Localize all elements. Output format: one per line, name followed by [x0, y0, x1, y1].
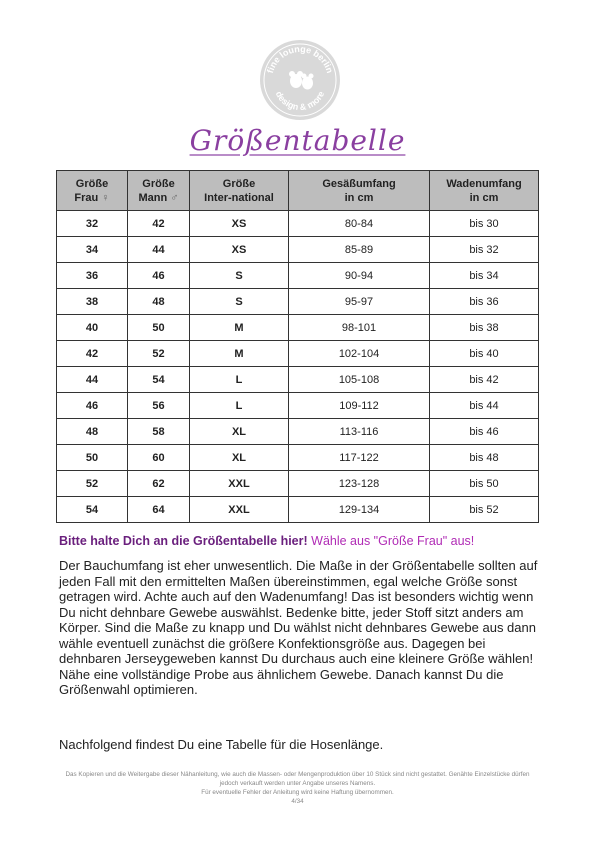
cell-hip: 80-84 — [289, 211, 430, 237]
size-note-bold: Bitte halte Dich an die Größentabelle hier! — [59, 534, 308, 548]
brand-logo — [258, 38, 342, 122]
cell-size-man: 62 — [128, 471, 190, 497]
cell-size-man: 50 — [128, 315, 190, 341]
cell-calf: bis 50 — [430, 471, 539, 497]
cell-size-woman: 50 — [57, 445, 128, 471]
cell-size-man: 58 — [128, 419, 190, 445]
header-size-woman: Größe Frau ♀ — [57, 171, 128, 211]
cell-size-international: L — [190, 393, 289, 419]
cell-size-man: 56 — [128, 393, 190, 419]
table-row — [57, 237, 539, 263]
table-row — [57, 393, 539, 419]
cell-size-international: M — [190, 341, 289, 367]
table-row — [57, 211, 539, 237]
header-calf: Wadenumfang in cm — [430, 171, 539, 211]
table-row — [57, 289, 539, 315]
male-symbol-icon: ♂ — [170, 191, 179, 204]
cell-hip: 113-116 — [289, 419, 430, 445]
table-row — [57, 341, 539, 367]
cell-hip: 95-97 — [289, 289, 430, 315]
cell-size-international: XL — [190, 445, 289, 471]
table-row — [57, 497, 539, 523]
cell-calf: bis 34 — [430, 263, 539, 289]
size-table-body — [57, 211, 539, 523]
cell-size-man: 44 — [128, 237, 190, 263]
cell-size-international: XS — [190, 237, 289, 263]
cell-calf: bis 46 — [430, 419, 539, 445]
cell-hip: 109-112 — [289, 393, 430, 419]
cell-size-woman: 42 — [57, 341, 128, 367]
svg-text:design & more: design & more — [273, 89, 327, 113]
cell-calf: bis 36 — [430, 289, 539, 315]
cell-hip: 90-94 — [289, 263, 430, 289]
size-note-highlight: Wähle aus "Größe Frau" aus! — [311, 534, 475, 548]
svg-text:fine lounge berlin: fine lounge berlin — [264, 43, 336, 75]
cell-calf: bis 32 — [430, 237, 539, 263]
cell-size-international: XXL — [190, 471, 289, 497]
female-symbol-icon: ♀ — [101, 191, 110, 204]
cell-hip: 123-128 — [289, 471, 430, 497]
table-row — [57, 315, 539, 341]
footer — [60, 770, 535, 806]
cell-size-woman: 40 — [57, 315, 128, 341]
cell-calf: bis 30 — [430, 211, 539, 237]
cell-size-woman: 44 — [57, 367, 128, 393]
footer-copyright: Das Kopieren und die Weitergabe dieser Nähanleitung, wie auch die Massen- oder Mengenproduktion über 10 Stück sind nicht gestattet. Genähte Einzelstücke dürfen jedoch verkauft werden unter Angabe unseres Namens. — [65, 771, 530, 787]
page-number: 4/34 — [291, 798, 304, 805]
cell-size-woman: 48 — [57, 419, 128, 445]
cell-hip: 85-89 — [289, 237, 430, 263]
table-row — [57, 367, 539, 393]
header-hip: Gesäßumfang in cm — [289, 171, 430, 211]
cell-hip: 117-122 — [289, 445, 430, 471]
header-size-international: Größe Inter-national — [190, 171, 289, 211]
cell-size-international: L — [190, 367, 289, 393]
cell-calf: bis 40 — [430, 341, 539, 367]
cell-size-international: XL — [190, 419, 289, 445]
table-header-row — [57, 171, 539, 211]
cell-size-man: 52 — [128, 341, 190, 367]
cell-size-woman: 52 — [57, 471, 128, 497]
cell-size-international: M — [190, 315, 289, 341]
cell-size-man: 48 — [128, 289, 190, 315]
header-size-man: Größe Mann ♂ — [128, 171, 190, 211]
page-title: Größentabelle — [189, 124, 406, 157]
cell-size-woman: 38 — [57, 289, 128, 315]
size-note — [59, 534, 474, 548]
cell-calf: bis 42 — [430, 367, 539, 393]
cell-size-woman: 34 — [57, 237, 128, 263]
table-row — [57, 471, 539, 497]
table-row — [57, 419, 539, 445]
cell-hip: 105-108 — [289, 367, 430, 393]
cell-calf: bis 48 — [430, 445, 539, 471]
cell-size-international: XS — [190, 211, 289, 237]
table-row — [57, 445, 539, 471]
cell-size-woman: 36 — [57, 263, 128, 289]
cell-calf: bis 44 — [430, 393, 539, 419]
table-row — [57, 263, 539, 289]
cell-size-woman: 46 — [57, 393, 128, 419]
cell-size-man: 64 — [128, 497, 190, 523]
cell-calf: bis 38 — [430, 315, 539, 341]
cell-hip: 98-101 — [289, 315, 430, 341]
cell-size-man: 54 — [128, 367, 190, 393]
size-table — [56, 170, 539, 523]
cell-size-man: 46 — [128, 263, 190, 289]
next-table-note: Nachfolgend findest Du eine Tabelle für die Hosenlänge. — [59, 737, 384, 752]
cell-calf: bis 52 — [430, 497, 539, 523]
cell-size-man: 60 — [128, 445, 190, 471]
explanation-paragraph: Der Bauchumfang ist eher unwesentlich. Die Maße in der Größentabelle sollten auf jeden Fall mit den ermittelten Maßen übereinstimmen, egal welche Größe sonst getragen wird. Achte auch auf den Wadenumfang! Das ist besonders wichtig wenn Du nicht dehnbare Gewebe auswählst. Bedenke bitte, jeder Stoff sitzt anders am Körper. Sind die Maße zu knapp und Du wählst nicht dehnbares Gewebe aus dann wähle eventuell zunächst die größere Konfektionsgröße aus. Dagegen bei dehnbaren Jerseygeweben kannst Du durchaus auch eine kleinere Größe wählen! Nähe eine vollständige Probe aus ähnlichem Gewebe. Danach kannst Du die Größenwahl optimieren. — [59, 558, 538, 697]
cell-size-woman: 32 — [57, 211, 128, 237]
cell-hip: 129-134 — [289, 497, 430, 523]
footer-liability: Für eventuelle Fehler der Anleitung wird keine Haftung übernommen. — [201, 789, 394, 796]
cell-size-international: S — [190, 289, 289, 315]
cell-size-international: XXL — [190, 497, 289, 523]
cell-size-woman: 54 — [57, 497, 128, 523]
cell-hip: 102-104 — [289, 341, 430, 367]
cell-size-man: 42 — [128, 211, 190, 237]
cell-size-international: S — [190, 263, 289, 289]
